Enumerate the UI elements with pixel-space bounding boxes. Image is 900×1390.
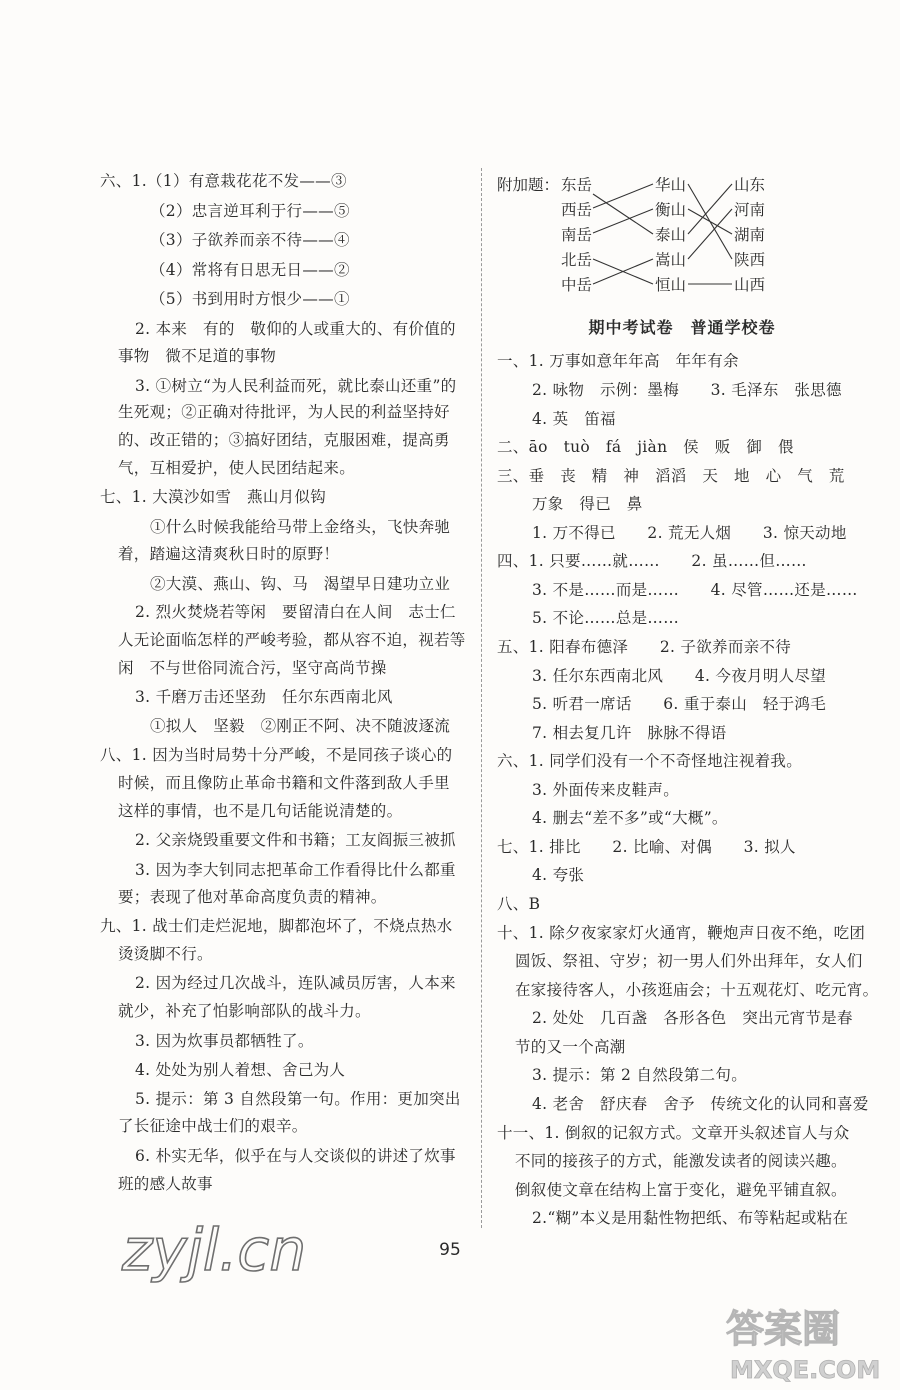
answer-line: 事物 微不足道的事物 <box>118 347 277 365</box>
section-title: 期中考试卷 普通学校卷 <box>588 318 776 337</box>
answer-line: 3. 外面传来皮鞋声。 <box>532 781 680 799</box>
answer-line: 3. ①树立“为人民利益而死，就比泰山还重”的 <box>135 377 457 395</box>
answer-line: 十一、1. 倒叙的记叙方式。文章开头叙述盲人与众 <box>497 1124 850 1142</box>
match-left-item: 南岳 <box>561 226 593 244</box>
answer-line: 的、改正错的；③搞好团结，克服困难，提高勇 <box>118 431 450 449</box>
answer-line: 班的感人故事 <box>118 1175 213 1193</box>
matching-lines <box>497 170 867 300</box>
answer-line: 5. 听君一席话 6. 重于泰山 轻于鸿毛 <box>532 695 827 713</box>
answer-line: 八、1. 因为当时局势十分严峻，不是同孩子谈心的 <box>100 746 453 764</box>
answer-line: 四、1. 只要……就…… 2. 虽……但…… <box>497 552 807 570</box>
answer-line: 七、1. 大漠沙如雪 燕山月似钩 <box>100 488 327 506</box>
answer-line: 2. 因为经过几次战斗，连队减员厉害，人本来 <box>135 974 456 992</box>
zyjl-watermark <box>118 1210 328 1300</box>
answer-line: ②大漠、燕山、钩、马 渴望早日建功立业 <box>150 575 451 593</box>
answer-line: 4. 处处为别人着想、舍己为人 <box>135 1061 346 1079</box>
mxqe-watermark <box>720 1296 898 1386</box>
match-left-item: 东岳 <box>561 176 593 194</box>
match-left-item: 北岳 <box>561 251 593 269</box>
svg-text:MXQE.COM: MXQE.COM <box>730 1356 881 1384</box>
answer-line: 不同的接孩子的方式，能激发读者的阅读兴趣。 <box>515 1152 847 1170</box>
svg-text:答案圈: 答案圈 <box>726 1307 841 1351</box>
answer-line: 七、1. 排比 2. 比喻、对偶 3. 拟人 <box>497 838 796 856</box>
mountain-matching-diagram <box>497 170 867 300</box>
answer-line: 六、1.（1）有意栽花花不发——③ <box>100 172 347 190</box>
match-left-item: 西岳 <box>561 201 593 219</box>
answer-line: 3. 不是……而是…… 4. 尽管……还是…… <box>532 581 858 599</box>
answer-line: 3. 提示：第 2 自然段第二句。 <box>532 1066 748 1084</box>
column-divider <box>481 168 482 1228</box>
answer-line: 五、1. 阳春布德泽 2. 子欲养而亲不待 <box>497 638 792 656</box>
answer-line: 闲 不与世俗同流合污，坚守高尚节操 <box>118 659 387 677</box>
match-right-item: 河南 <box>734 201 766 219</box>
match-right-item: 山西 <box>734 276 766 294</box>
answer-line: 倒叙使文章在结构上富于变化，避免平铺直叙。 <box>515 1181 847 1199</box>
answer-line: 就少，补充了怕影响部队的战斗力。 <box>118 1002 371 1020</box>
answer-line: 2. 本来 有的 敬仰的人或重大的、有价值的 <box>135 320 456 338</box>
match-middle-item: 嵩山 <box>655 251 687 269</box>
answer-line: 圆饭、祭祖、守岁；初一男人们外出拜年，女人们 <box>515 952 863 970</box>
answer-line: 一、1. 万事如意年年高 年年有余 <box>497 352 739 370</box>
answer-line: 万象 得已 鼻 <box>532 495 643 513</box>
answer-line: 4. 英 笛福 <box>532 410 616 428</box>
answer-line: 三、垂 丧 精 神 滔滔 天 地 心 气 荒 <box>497 467 845 485</box>
match-middle-item: 华山 <box>655 176 687 194</box>
answer-line: 2. 父亲烧毁重要文件和书籍；工友阎振三被抓 <box>135 831 456 849</box>
answer-line: 2. 烈火焚烧若等闲 要留清白在人间 志士仁 <box>135 603 456 621</box>
answer-line: 3. 千磨万击还坚劲 任尔东西南北风 <box>135 688 393 706</box>
answer-line: 六、1. 同学们没有一个不奇怪地注视着我。 <box>497 752 803 770</box>
answer-line: ①什么时候我能给马带上金络头，飞快奔驰 <box>150 518 451 536</box>
answer-line: ①拟人 坚毅 ②刚正不阿、决不随波逐流 <box>150 717 451 735</box>
answer-line: 气，互相爱护，使人民团结起来。 <box>118 459 356 477</box>
answer-line: 4. 老舍 舒庆春 舍予 传统文化的认同和喜爱 <box>532 1095 869 1113</box>
match-middle-item: 衡山 <box>655 201 687 219</box>
answer-line: 2. 咏物 示例：墨梅 3. 毛泽东 张思德 <box>532 381 842 399</box>
match-right-item: 山东 <box>734 176 766 194</box>
answer-line: 要；表现了他对革命高度负责的精神。 <box>118 888 387 906</box>
answer-line: 着，踏遍这清爽秋日时的原野！ <box>118 545 340 563</box>
answer-line: 了长征途中战士们的艰辛。 <box>118 1117 308 1135</box>
answer-line: 4. 删去“差不多”或“大概”。 <box>532 809 728 827</box>
answer-line: 时候，而且像防止革命书籍和文件落到敌人手里 <box>118 774 450 792</box>
answer-line: 十、1. 除夕夜家家灯火通宵，鞭炮声日夜不绝，吃团 <box>497 924 866 942</box>
answer-line: 2.“糊”本义是用黏性物把纸、布等粘起或粘在 <box>532 1209 849 1227</box>
answer-line: 5. 提示：第 3 自然段第一句。作用：更加突出 <box>135 1090 461 1108</box>
answer-line: 节的又一个高潮 <box>515 1038 626 1056</box>
answer-line: 烫烫脚不行。 <box>118 945 213 963</box>
match-middle-item: 恒山 <box>655 276 687 294</box>
match-left-item: 中岳 <box>561 276 593 294</box>
answer-line: 4. 夸张 <box>532 866 585 884</box>
answer-line: 在家接待客人，小孩逛庙会；十五观花灯、吃元宵。 <box>515 981 879 999</box>
match-right-item: 湖南 <box>734 226 766 244</box>
answer-line: （2）忠言逆耳利于行——⑤ <box>150 202 350 220</box>
svg-text:zyjl.cn: zyjl.cn <box>122 1216 307 1284</box>
answer-line: （4）常将有日思无日——② <box>150 261 350 279</box>
answer-line: 3. 因为炊事员都牺牲了。 <box>135 1032 314 1050</box>
answer-line: 6. 朴实无华，似乎在与人交谈似的讲述了炊事 <box>135 1147 456 1165</box>
match-middle-item: 泰山 <box>655 226 687 244</box>
answer-line: 3. 任尔东西南北风 4. 今夜月明人尽望 <box>532 667 827 685</box>
answer-line: 3. 因为李大钊同志把革命工作看得比什么都重 <box>135 861 456 879</box>
answer-line: 生死观；②正确对待批评，为人民的利益坚持好 <box>118 403 450 421</box>
answer-line: （5）书到用时方恨少——① <box>150 290 350 308</box>
answer-line: 八、B <box>497 895 541 913</box>
answer-line: 人无论面临怎样的严峻考验，都从容不迫，视若等 <box>118 631 466 649</box>
answer-line: 5. 不论……总是…… <box>532 609 680 627</box>
answer-line: 九、1. 战士们走烂泥地，脚都泡坏了，不烧点热水 <box>100 917 453 935</box>
answer-line: 1. 万不得已 2. 荒无人烟 3. 惊天动地 <box>532 524 847 542</box>
answer-line: 这样的事情，也不是几句话能说清楚的。 <box>118 802 403 820</box>
matching-prefix: 附加题： <box>497 176 560 194</box>
answer-line: 7. 相去复几许 脉脉不得语 <box>532 724 727 742</box>
page-number: 95 <box>439 1240 461 1260</box>
answer-line: （3）子欲养而亲不待——④ <box>150 231 350 249</box>
match-right-item: 陕西 <box>734 251 766 269</box>
answer-line: 2. 处处 几百盏 各形各色 突出元宵节是春 <box>532 1009 853 1027</box>
answer-line: 二、āo tuò fá jiàn 侯 贩 御 偎 <box>497 438 794 456</box>
